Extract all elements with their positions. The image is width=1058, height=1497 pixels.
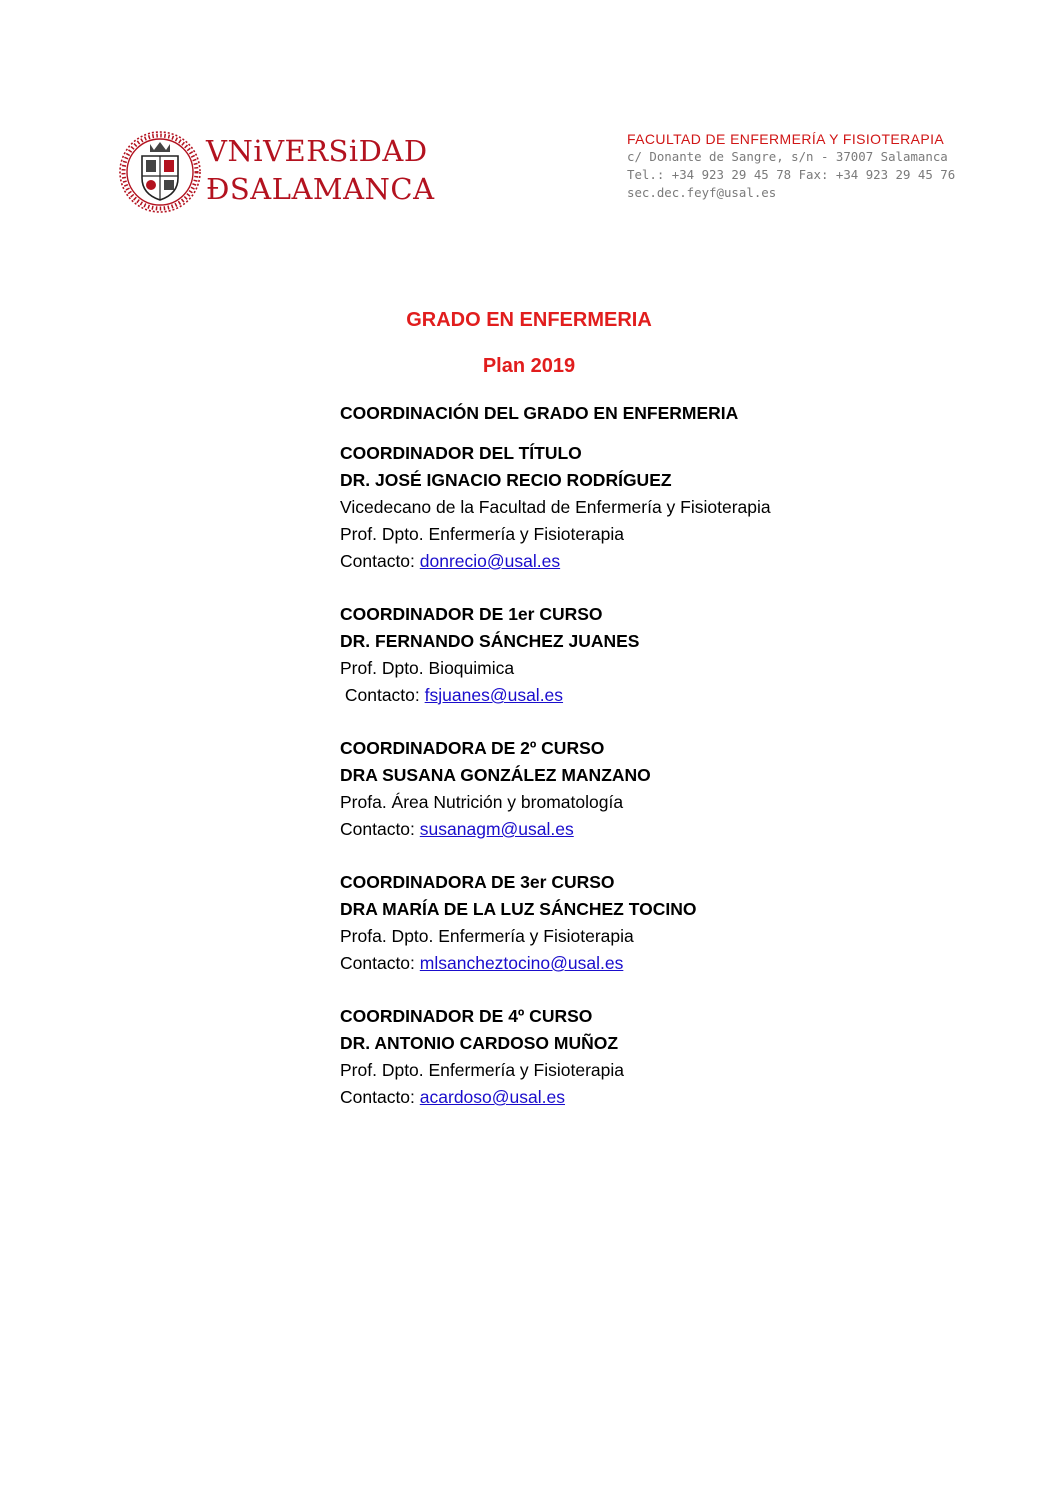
email-link[interactable]: fsjuanes@usal.es — [424, 685, 564, 705]
coordinator-role: COORDINADORA DE 3er CURSO — [340, 872, 615, 892]
coordinator-department: Profa. Área Nutrición y bromatología — [340, 792, 624, 812]
coordinator-block-2nd-year — [340, 735, 1040, 843]
coordinator-contact — [340, 548, 1040, 575]
faculty-phone-fax: Tel.: +34 923 29 45 78 Fax: +34 923 29 45 76 — [627, 167, 956, 182]
email-link[interactable]: donrecio@usal.es — [419, 551, 561, 571]
faculty-contact-block — [627, 130, 1047, 202]
coordinator-name: DR. JOSÉ IGNACIO RECIO RODRÍGUEZ — [340, 470, 672, 490]
coordinator-block-title — [340, 440, 1040, 575]
plan-title — [0, 355, 1058, 378]
coordinator-department: Prof. Dpto. Enfermería y Fisioterapia — [340, 524, 624, 544]
faculty-address: c/ Donante de Sangre, s/n - 37007 Salamanca — [627, 149, 948, 164]
coordinator-contact — [340, 682, 1040, 709]
university-logo — [118, 130, 435, 218]
faculty-name: FACULTAD DE ENFERMERÍA Y FISIOTERAPIA — [627, 131, 945, 147]
coordinator-department: Prof. Dpto. Enfermería y Fisioterapia — [340, 1060, 624, 1080]
coordinator-department: Prof. Dpto. Bioquimica — [340, 658, 515, 678]
coordinator-role: COORDINADOR DE 4º CURSO — [340, 1006, 593, 1026]
logo-line-1: VNiVERSiDAD — [206, 134, 428, 168]
university-name — [206, 132, 435, 208]
university-seal-icon — [118, 130, 202, 214]
email-link[interactable]: acardoso@usal.es — [419, 1087, 565, 1107]
coordinator-department: Profa. Dpto. Enfermería y Fisioterapia — [340, 926, 634, 946]
coordinator-name: DRA SUSANA GONZÁLEZ MANZANO — [340, 765, 651, 785]
logo-line-2: ÐSALAMANCA — [206, 172, 435, 206]
contact-label: Contacto: — [340, 819, 420, 839]
coordinator-block-3rd-year — [340, 869, 1040, 977]
coordinator-role: COORDINADOR DEL TÍTULO — [340, 443, 582, 463]
contact-label: Contacto: — [340, 953, 420, 973]
email-link[interactable]: mlsancheztocino@usal.es — [419, 953, 624, 973]
email-link[interactable]: susanagm@usal.es — [419, 819, 574, 839]
degree-title-text: GRADO EN ENFERMERIA — [406, 309, 652, 331]
faculty-email: sec.dec.feyf@usal.es — [627, 185, 777, 200]
coordinator-name: DRA MARÍA DE LA LUZ SÁNCHEZ TOCINO — [340, 899, 697, 919]
degree-title — [0, 309, 1058, 332]
contact-label: Contacto: — [340, 1087, 420, 1107]
contact-label: Contacto: — [340, 685, 425, 705]
coordinator-contact — [340, 816, 1040, 843]
contact-label: Contacto: — [340, 551, 420, 571]
coordinator-role: COORDINADOR DE 1er CURSO — [340, 604, 603, 624]
plan-title-text: Plan 2019 — [482, 355, 576, 377]
coordination-content — [340, 400, 1040, 1137]
coordinator-name: DR. FERNANDO SÁNCHEZ JUANES — [340, 631, 640, 651]
coordinator-role: COORDINADORA DE 2º CURSO — [340, 738, 605, 758]
coordinator-contact — [340, 950, 1040, 977]
coordinator-contact — [340, 1084, 1040, 1111]
coordination-heading: COORDINACIÓN DEL GRADO EN ENFERMERIA — [340, 403, 739, 423]
coordinator-name: DR. ANTONIO CARDOSO MUÑOZ — [340, 1033, 619, 1053]
coordinator-block-1st-year — [340, 601, 1040, 709]
coordinator-block-4th-year — [340, 1003, 1040, 1111]
coordinator-position: Vicedecano de la Facultad de Enfermería y Fisioterapia — [340, 497, 771, 517]
